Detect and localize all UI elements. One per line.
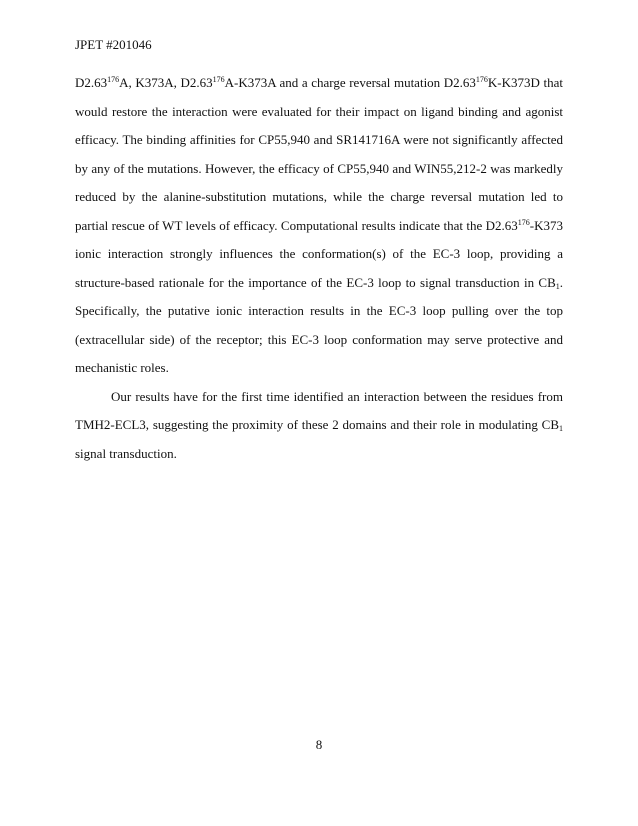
p1-run-3: A-K373A and a charge reversal mutation D2.63 <box>224 75 476 90</box>
receptor-subscript: 1 <box>555 281 560 291</box>
p1-run-4: K-K373D that would restore the interaction were evaluated for their impact on ligand binding and agonist efficacy. The binding affinities for CP55,940 and SR141716A were not significantly affected by any of the mutations. However, the efficacy of CP55,940 and WIN55,212-2 was markedly reduced by the alanine-substitution mutations, while the charge reversal mutation led to partial rescue of WT levels of efficacy. Computational results indicate that the D2.63 <box>75 75 564 233</box>
p1-run-2: A, K373A, D2.63 <box>119 75 213 90</box>
paragraph-2 <box>75 383 563 469</box>
running-header: JPET #201046 <box>75 37 152 52</box>
p1-run-5: -K373 ionic interaction strongly influences the conformation(s) of the EC-3 loop, providing a structure-based rationale for the importance of the EC-3 loop to signal transduction in CB <box>75 217 563 290</box>
main-text <box>75 69 563 468</box>
paragraph-1 <box>75 69 563 383</box>
page-number: 8 <box>315 737 323 752</box>
p2-run-2: signal transduction. <box>75 445 177 461</box>
p2-run-1: Our results have for the first time identified an interaction between the residues from TMH2-ECL3, suggesting the proximity of these 2 domains and their role in modulating CB <box>75 388 563 432</box>
receptor-subscript: 1 <box>559 424 563 433</box>
residue-number-superscript: 176 <box>107 75 120 84</box>
p1-run-1: D2.63 <box>75 75 108 90</box>
p1-run-6: . Specifically, the putative ionic interaction results in the EC-3 loop pulling over the top (extracellular side) of the receptor; this EC-3 loop conformation may serve protective and mechanistic roles. <box>75 274 563 375</box>
residue-number-superscript: 176 <box>475 75 488 84</box>
residue-number-superscript: 176 <box>517 217 530 227</box>
residue-number-superscript: 176 <box>212 75 225 84</box>
